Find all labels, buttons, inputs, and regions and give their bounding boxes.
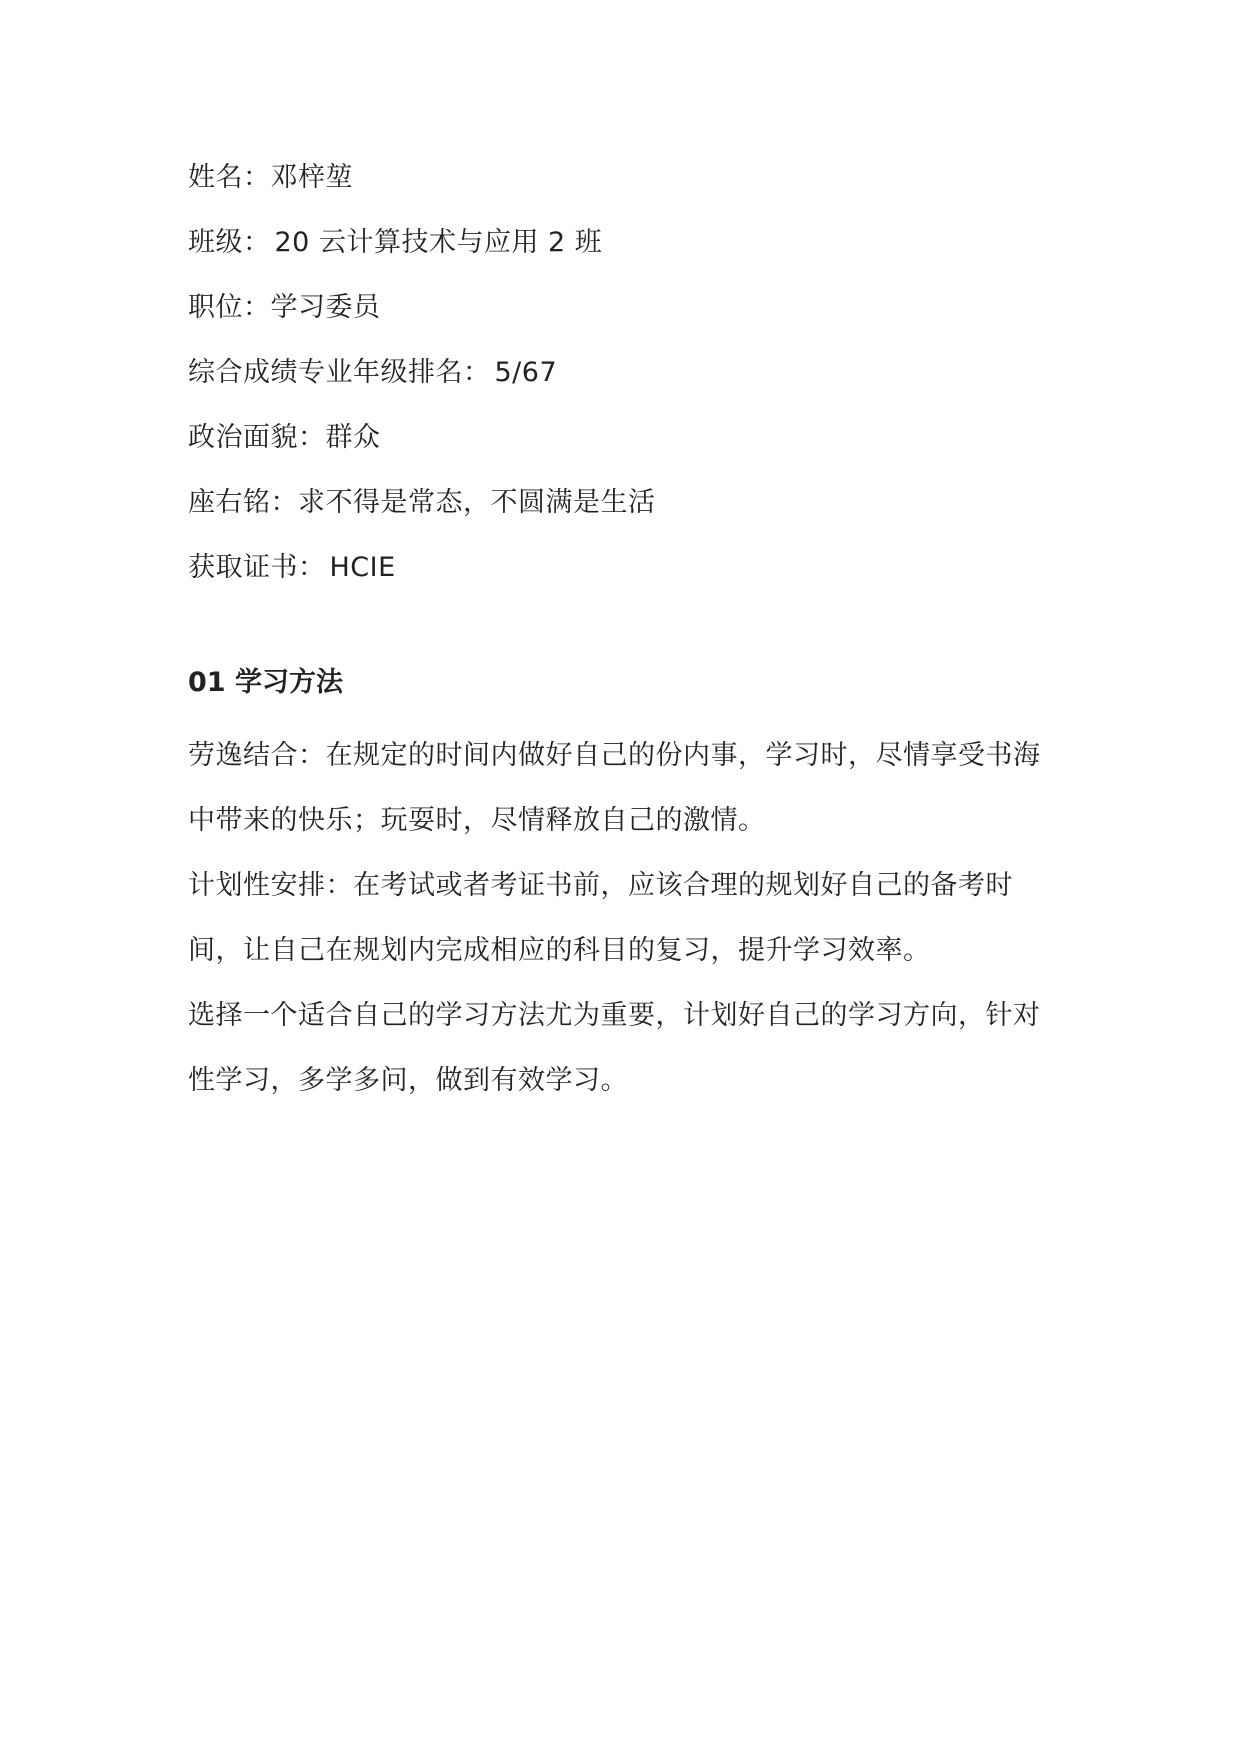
position-value: 学习委员 <box>270 292 381 323</box>
certificate-value: HCIE <box>329 552 396 583</box>
section-title: 01 学习方法 <box>188 667 343 698</box>
motto-value: 求不得是常态，不圆满是生活 <box>298 487 656 518</box>
position-label: 职位： <box>188 292 271 323</box>
certificate-line <box>188 550 1068 586</box>
name-label: 姓名： <box>188 162 271 193</box>
politics-value: 群众 <box>325 422 381 453</box>
rank-line <box>188 355 1068 391</box>
rank-value: 5/67 <box>494 357 558 388</box>
name-value: 邓梓堃 <box>270 162 353 193</box>
position-line <box>188 290 1068 326</box>
class-label: 班级： <box>188 227 271 258</box>
class-line <box>188 225 1068 261</box>
motto-label: 座右铭： <box>188 487 298 518</box>
paragraph-work-life-balance: 劳逸结合：在规定的时间内做好自己的份内事，学习时，尽情享受书海中带来的快乐；玩耍时，尽情释放自己的激情。 <box>188 740 1041 836</box>
name-line <box>188 160 1068 196</box>
certificate-label: 获取证书： <box>188 552 326 583</box>
rank-label: 综合成绩专业年级排名： <box>188 357 491 388</box>
motto-line <box>188 485 1068 521</box>
document-content <box>188 160 1068 1113</box>
paragraph-study-method: 选择一个适合自己的学习方法尤为重要，计划好自己的学习方向，针对性学习，多学多问，做到有效学习。 <box>188 1000 1041 1096</box>
politics-line <box>188 420 1068 456</box>
politics-label: 政治面貌： <box>188 422 326 453</box>
paragraph-planning: 计划性安排：在考试或者考证书前，应该合理的规划好自己的备考时间，让自己在规划内完成相应的科目的复习，提升学习效率。 <box>188 870 1013 966</box>
class-value: 20 云计算技术与应用 2 班 <box>274 227 603 258</box>
